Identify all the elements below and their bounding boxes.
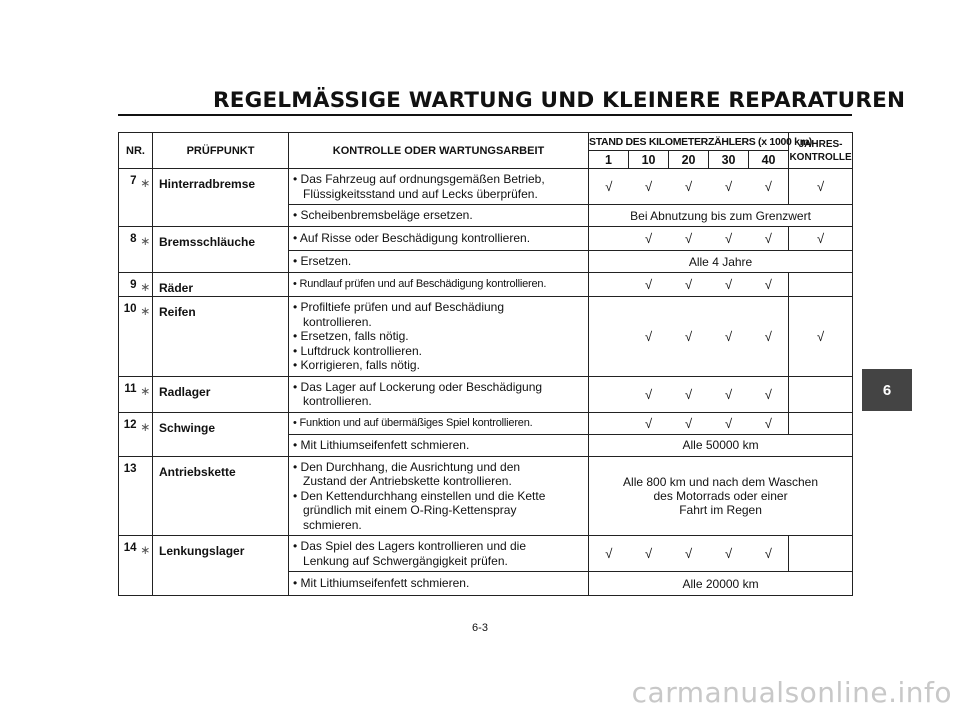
action-line: • Mit Lithiumseifenfett schmieren. xyxy=(293,576,470,591)
check-item: Hinterradbremse xyxy=(153,169,289,227)
interval-check: √ xyxy=(789,227,853,251)
star-marker: ∗ xyxy=(139,227,153,273)
action-line: • Den Kettendurchhang einstellen und die Kette xyxy=(293,488,546,503)
star-marker: ∗ xyxy=(139,169,153,227)
interval-check: √ xyxy=(629,227,669,251)
interval-check: √ xyxy=(709,412,749,434)
interval-check: √ xyxy=(749,376,789,412)
header-odometer: STAND DES KILOMETERZÄHLERS (x 1000 km) xyxy=(589,133,789,151)
header-interval: 20 xyxy=(669,151,709,169)
maintenance-action xyxy=(289,412,589,434)
table-row xyxy=(119,376,853,412)
interval-check: √ xyxy=(669,536,709,572)
maintenance-action xyxy=(289,376,589,412)
chapter-tab: 6 xyxy=(862,369,912,411)
action-line: • Das Spiel des Lagers kontrollieren und die xyxy=(293,539,527,553)
header-annual-line2: KONTROLLE xyxy=(789,151,852,163)
action-line: • Das Fahrzeug auf ordnungsgemäßen Betrieb, xyxy=(293,172,545,186)
table-row xyxy=(119,273,853,297)
interval-note: Alle 20000 km xyxy=(589,572,853,596)
interval-check: √ xyxy=(669,169,709,205)
interval-check xyxy=(589,412,629,434)
check-item: Reifen xyxy=(153,297,289,377)
interval-check: √ xyxy=(589,169,629,205)
maintenance-action xyxy=(289,572,589,596)
interval-check: √ xyxy=(749,536,789,572)
row-number: 9 xyxy=(119,273,139,297)
interval-check: √ xyxy=(709,297,749,377)
interval-check: √ xyxy=(669,273,709,297)
maintenance-action xyxy=(289,297,589,377)
interval-check: √ xyxy=(629,412,669,434)
action-line: • Profiltiefe prüfen und auf Beschädiung xyxy=(293,300,505,314)
table-row xyxy=(119,169,853,205)
action-line: Flüssigkeitsstand und auf Lecks überprüfen. xyxy=(303,186,538,201)
table-row xyxy=(119,227,853,251)
interval-check: √ xyxy=(709,376,749,412)
action-line: • Rundlauf prüfen und auf Beschädigung kontrollieren. xyxy=(293,278,547,291)
interval-note: Alle 50000 km xyxy=(589,434,853,456)
action-line: • Mit Lithiumseifenfett schmieren. xyxy=(293,437,470,452)
action-line: • Ersetzen, falls nötig. xyxy=(293,329,409,343)
star-marker: ∗ xyxy=(139,273,153,297)
interval-check: √ xyxy=(709,169,749,205)
interval-note-line: Alle 800 km und nach dem Waschen xyxy=(623,474,819,489)
interval-check: √ xyxy=(709,273,749,297)
page-number: 6-3 xyxy=(472,622,488,634)
interval-check: √ xyxy=(629,376,669,412)
header-item: PRÜFPUNKT xyxy=(153,133,289,169)
header-action: KONTROLLE ODER WARTUNGSARBEIT xyxy=(289,133,589,169)
interval-check xyxy=(789,376,853,412)
check-item: Antriebskette xyxy=(153,456,289,536)
interval-check: √ xyxy=(669,227,709,251)
interval-check: √ xyxy=(629,297,669,377)
maintenance-action xyxy=(289,536,589,572)
maintenance-action xyxy=(289,273,589,297)
header-annual xyxy=(789,133,853,169)
table-row xyxy=(119,536,853,572)
interval-check: √ xyxy=(709,227,749,251)
maintenance-action xyxy=(289,456,589,536)
maintenance-action xyxy=(289,251,589,273)
check-item: Lenkungslager xyxy=(153,536,289,596)
star-marker: ∗ xyxy=(139,412,153,456)
interval-check xyxy=(589,227,629,251)
action-line: Zustand der Antriebskette kontrollieren. xyxy=(303,474,512,488)
row-number: 13 xyxy=(119,456,139,536)
interval-check: √ xyxy=(629,169,669,205)
row-number: 7 xyxy=(119,169,139,227)
header-interval: 10 xyxy=(629,151,669,169)
star-marker xyxy=(139,456,153,536)
action-line: gründlich mit einem O-Ring-Kettenspray xyxy=(303,503,517,517)
action-line: • Scheibenbremsbeläge ersetzen. xyxy=(293,208,473,223)
check-item: Radlager xyxy=(153,376,289,412)
interval-note-line: des Motorrads oder einer xyxy=(653,488,788,503)
star-marker: ∗ xyxy=(139,536,153,596)
interval-check: √ xyxy=(749,227,789,251)
interval-check: √ xyxy=(749,169,789,205)
row-number: 11 xyxy=(119,376,139,412)
action-line: kontrollieren. xyxy=(303,314,372,329)
interval-check: √ xyxy=(789,297,853,377)
maintenance-action xyxy=(289,205,589,227)
watermark: carmanualsonline.info xyxy=(631,676,952,709)
interval-check xyxy=(589,273,629,297)
interval-check: √ xyxy=(669,412,709,434)
header-interval: 40 xyxy=(749,151,789,169)
action-line: • Korrigieren, falls nötig. xyxy=(293,358,420,372)
interval-check: √ xyxy=(629,273,669,297)
interval-check xyxy=(589,297,629,377)
interval-check xyxy=(789,412,853,434)
star-marker: ∗ xyxy=(139,376,153,412)
check-item: Bremsschläuche xyxy=(153,227,289,273)
header-interval: 30 xyxy=(709,151,749,169)
maintenance-action xyxy=(289,227,589,251)
action-line: Lenkung auf Schwergängigkeit prüfen. xyxy=(303,553,508,568)
table-body xyxy=(119,169,853,596)
action-line: • Luftdruck kontrollieren. xyxy=(293,343,422,358)
action-line: • Das Lager auf Lockerung oder Beschädigung xyxy=(293,379,543,394)
maintenance-table xyxy=(118,132,853,596)
interval-check: √ xyxy=(749,297,789,377)
check-item: Räder xyxy=(153,273,289,297)
table-row xyxy=(119,412,853,434)
interval-note-line: Fahrt im Regen xyxy=(679,502,762,517)
interval-check xyxy=(589,376,629,412)
header-annual-line1: JAHRES- xyxy=(798,138,843,150)
interval-check xyxy=(789,273,853,297)
action-line: • Den Durchhang, die Ausrichtung und den xyxy=(293,459,521,474)
interval-check: √ xyxy=(669,376,709,412)
header-nr: NR. xyxy=(119,133,153,169)
action-line: • Funktion und auf übermäßiges Spiel kontrollieren. xyxy=(293,416,533,429)
row-number: 10 xyxy=(119,297,139,377)
check-item: Schwinge xyxy=(153,412,289,456)
table-row xyxy=(119,297,853,377)
maintenance-action xyxy=(289,434,589,456)
action-line: kontrollieren. xyxy=(303,394,372,408)
interval-check xyxy=(789,536,853,572)
interval-check: √ xyxy=(669,297,709,377)
row-number: 8 xyxy=(119,227,139,273)
row-number: 12 xyxy=(119,412,139,456)
interval-check: √ xyxy=(709,536,749,572)
interval-note: Alle 4 Jahre xyxy=(589,251,853,273)
title-rule xyxy=(118,114,852,116)
interval-note: Bei Abnutzung bis zum Grenzwert xyxy=(589,205,853,227)
action-line: schmieren. xyxy=(303,517,362,532)
header-interval: 1 xyxy=(589,151,629,169)
maintenance-action xyxy=(289,169,589,205)
page-title: REGELMÄSSIGE WARTUNG UND KLEINERE REPARATUREN xyxy=(213,88,906,113)
star-marker: ∗ xyxy=(139,297,153,377)
interval-check: √ xyxy=(749,412,789,434)
interval-note xyxy=(589,456,853,536)
action-line: • Ersetzen. xyxy=(293,254,352,269)
interval-check: √ xyxy=(629,536,669,572)
interval-check: √ xyxy=(749,273,789,297)
interval-check: √ xyxy=(789,169,853,205)
interval-check: √ xyxy=(589,536,629,572)
row-number: 14 xyxy=(119,536,139,596)
table-row xyxy=(119,456,853,536)
action-line: • Auf Risse oder Beschädigung kontrollieren. xyxy=(293,231,531,246)
